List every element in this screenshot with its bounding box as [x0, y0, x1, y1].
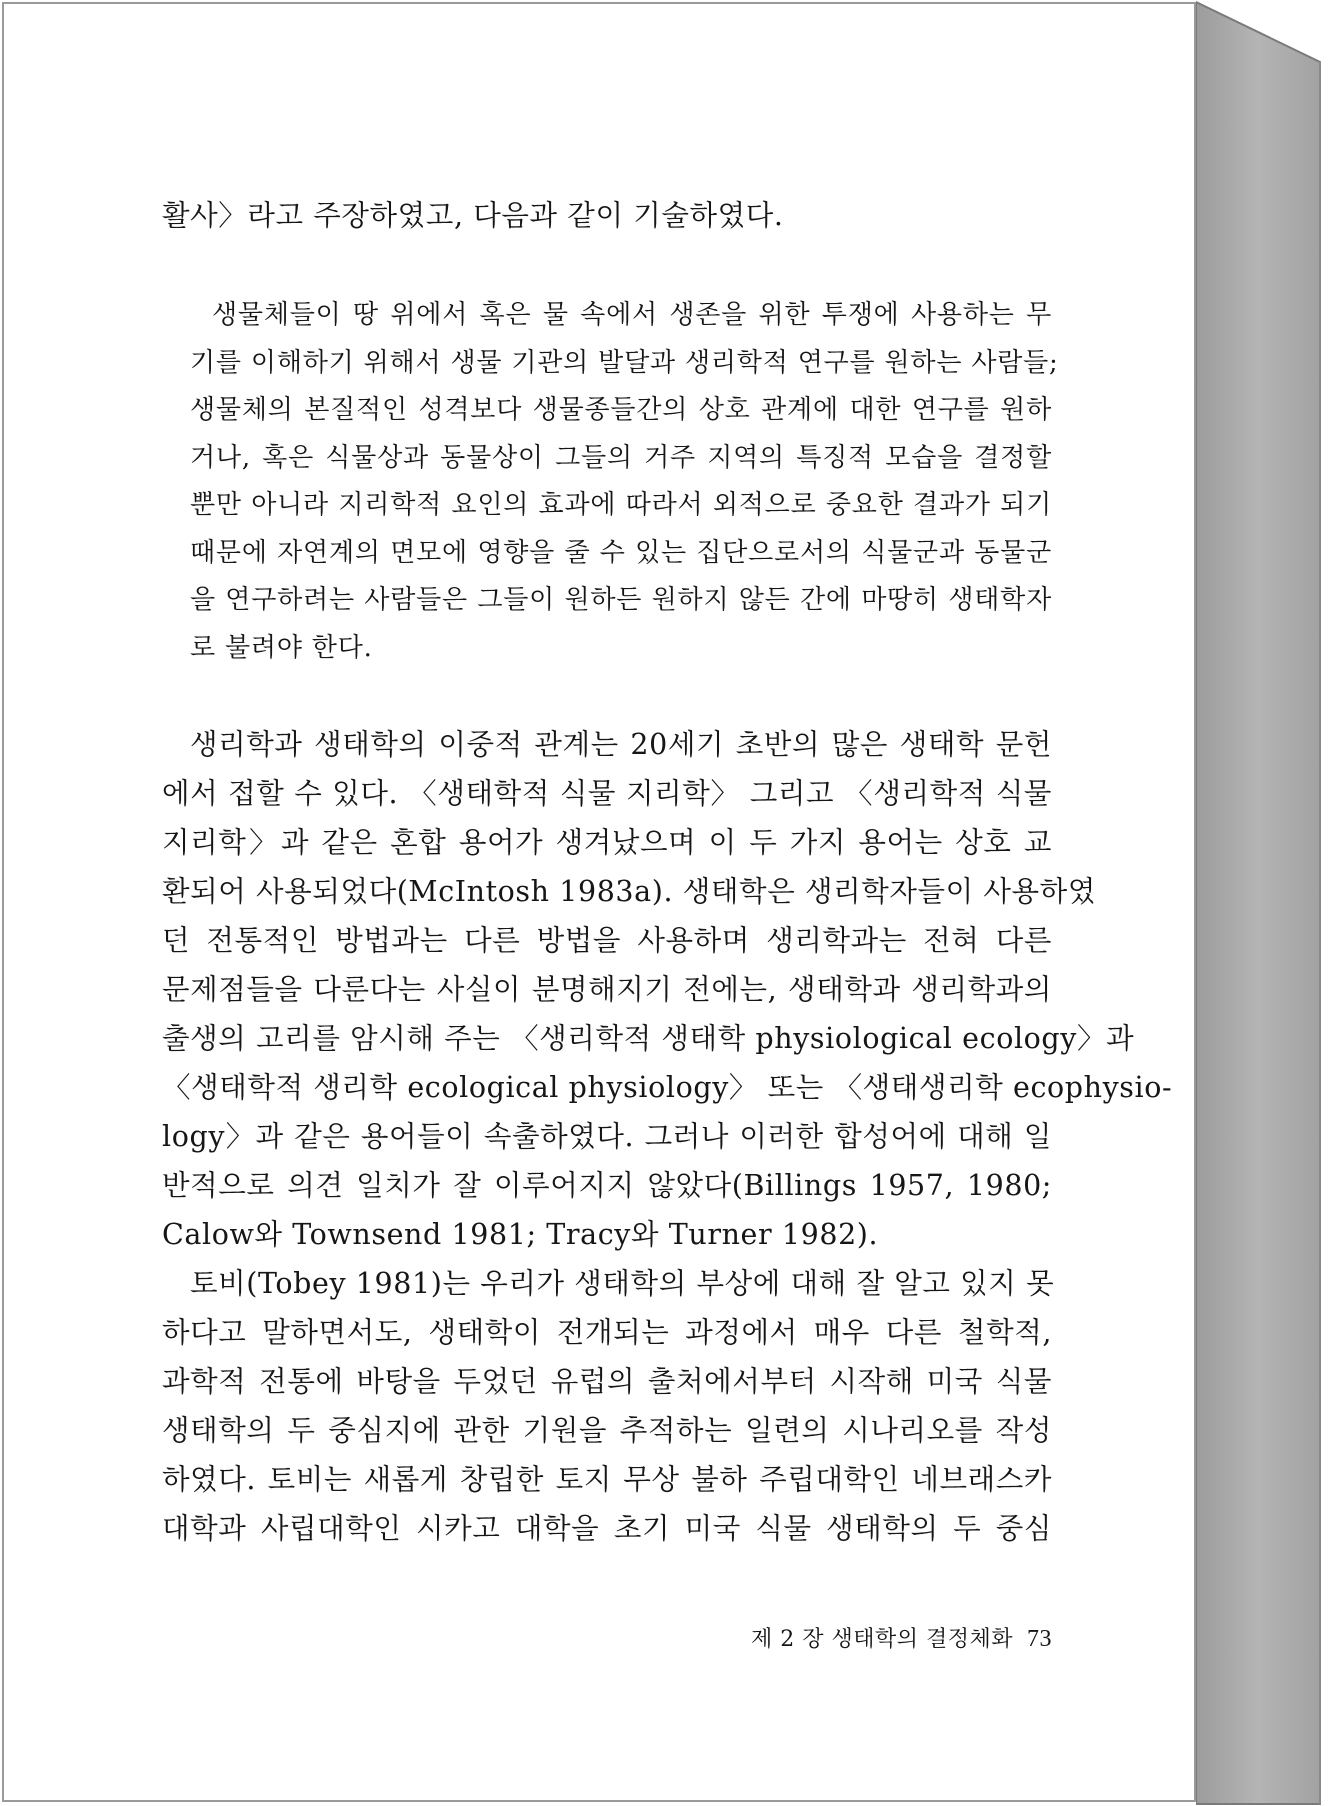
paragraph-line: 과학적 전통에 바탕을 두었던 유럽의 출처에서부터 시작해 미국 식물 — [162, 1365, 1052, 1398]
paragraph-line: 생리학과 생태학의 이중적 관계는 20세기 초반의 많은 생태학 문헌 — [190, 728, 1052, 761]
paragraph-line: 하다고 말하면서도, 생태학이 전개되는 과정에서 매우 다른 철학적, — [162, 1316, 1052, 1349]
paragraph-line: 던 전통적인 방법과는 다른 방법을 사용하며 생리학과는 전혀 다른 — [162, 924, 1052, 957]
paragraph-physiology-ecology — [162, 720, 1173, 1259]
book-thickness-edge — [1196, 0, 1330, 1806]
block-quote — [190, 292, 1059, 672]
paragraph-line: 생태학의 두 중심지에 관한 기원을 추적하는 일련의 시나리오를 작성 — [162, 1414, 1052, 1447]
page-text-block — [162, 192, 1173, 1553]
page-number: 73 — [1027, 1626, 1052, 1652]
page-footer — [720, 1622, 1052, 1653]
quote-line: 때문에 자연계의 면모에 영향을 줄 수 있는 집단으로서의 식물군과 동물군 — [190, 537, 1052, 568]
paragraph-line: 문제점들을 다룬다는 사실이 분명해지기 전에는, 생태학과 생리학과의 — [162, 973, 1052, 1006]
body-text — [162, 720, 1173, 1553]
paragraph-line: 반적으로 의견 일치가 잘 이루어지지 않았다(Billings 1957, 1980; — [162, 1169, 1052, 1202]
paragraph-line: 대학과 사립대학인 시카고 대학을 초기 미국 식물 생태학의 두 중심 — [162, 1512, 1052, 1545]
paragraph-line: 환되어 사용되었다(McIntosh 1983a). 생태학은 생리학자들이 사용하였 — [162, 875, 1096, 908]
paragraph-line: logy〉과 같은 용어들이 속출하였다. 그러나 이러한 합성어에 대해 일 — [162, 1120, 1052, 1153]
quote-line: 기를 이해하기 위해서 생물 기관의 발달과 생리학적 연구를 원하는 사람들; — [190, 347, 1059, 378]
paragraph-line: 하였다. 토비는 새롭게 창립한 토지 무상 불하 주립대학인 네브래스카 — [162, 1463, 1052, 1496]
opening-line: 활사〉라고 주장하였고, 다음과 같이 기술하였다. — [162, 199, 784, 232]
paragraph-line: Calow와 Townsend 1981; Tracy와 Turner 1982). — [162, 1218, 879, 1251]
paragraph-line: 지리학〉과 같은 혼합 용어가 생겨났으며 이 두 가지 용어는 상호 교 — [162, 826, 1052, 859]
chapter-running-title: 제 2 장 생태학의 결정체화 — [751, 1627, 1013, 1652]
quote-line: 을 연구하려는 사람들은 그들이 원하든 원하지 않든 간에 마땅히 생태학자 — [190, 585, 1052, 615]
paragraph-line: 토비(Tobey 1981)는 우리가 생태학의 부상에 대해 잘 알고 있지 못 — [190, 1267, 1055, 1300]
quote-line: 뿐만 아니라 지리학적 요인의 효과에 따라서 외적으로 중요한 결과가 되기 — [190, 490, 1052, 520]
quote-line: 로 불려야 한다. — [190, 632, 373, 663]
paragraph-line: 〈생태학적 생리학 ecological physiology〉 또는 〈생태생리학 ecophysio- — [162, 1071, 1173, 1104]
paragraph-line: 출생의 고리를 암시해 주는 〈생리학적 생태학 physiological ecology〉과 — [162, 1022, 1135, 1055]
quote-line: 거나, 혹은 식물상과 동물상이 그들의 거주 지역의 특징적 모습을 결정할 — [190, 442, 1052, 473]
quote-line: 생물체의 본질적인 성격보다 생물종들간의 상호 관계에 대한 연구를 원하 — [190, 395, 1052, 425]
paragraph-tobey — [162, 1259, 1055, 1553]
paragraph-line: 에서 접할 수 있다. 〈생태학적 식물 지리학〉 그리고 〈생리학적 식물 — [162, 777, 1052, 810]
quote-line: 생물체들이 땅 위에서 혹은 물 속에서 생존을 위한 투쟁에 사용하는 무 — [212, 300, 1052, 330]
